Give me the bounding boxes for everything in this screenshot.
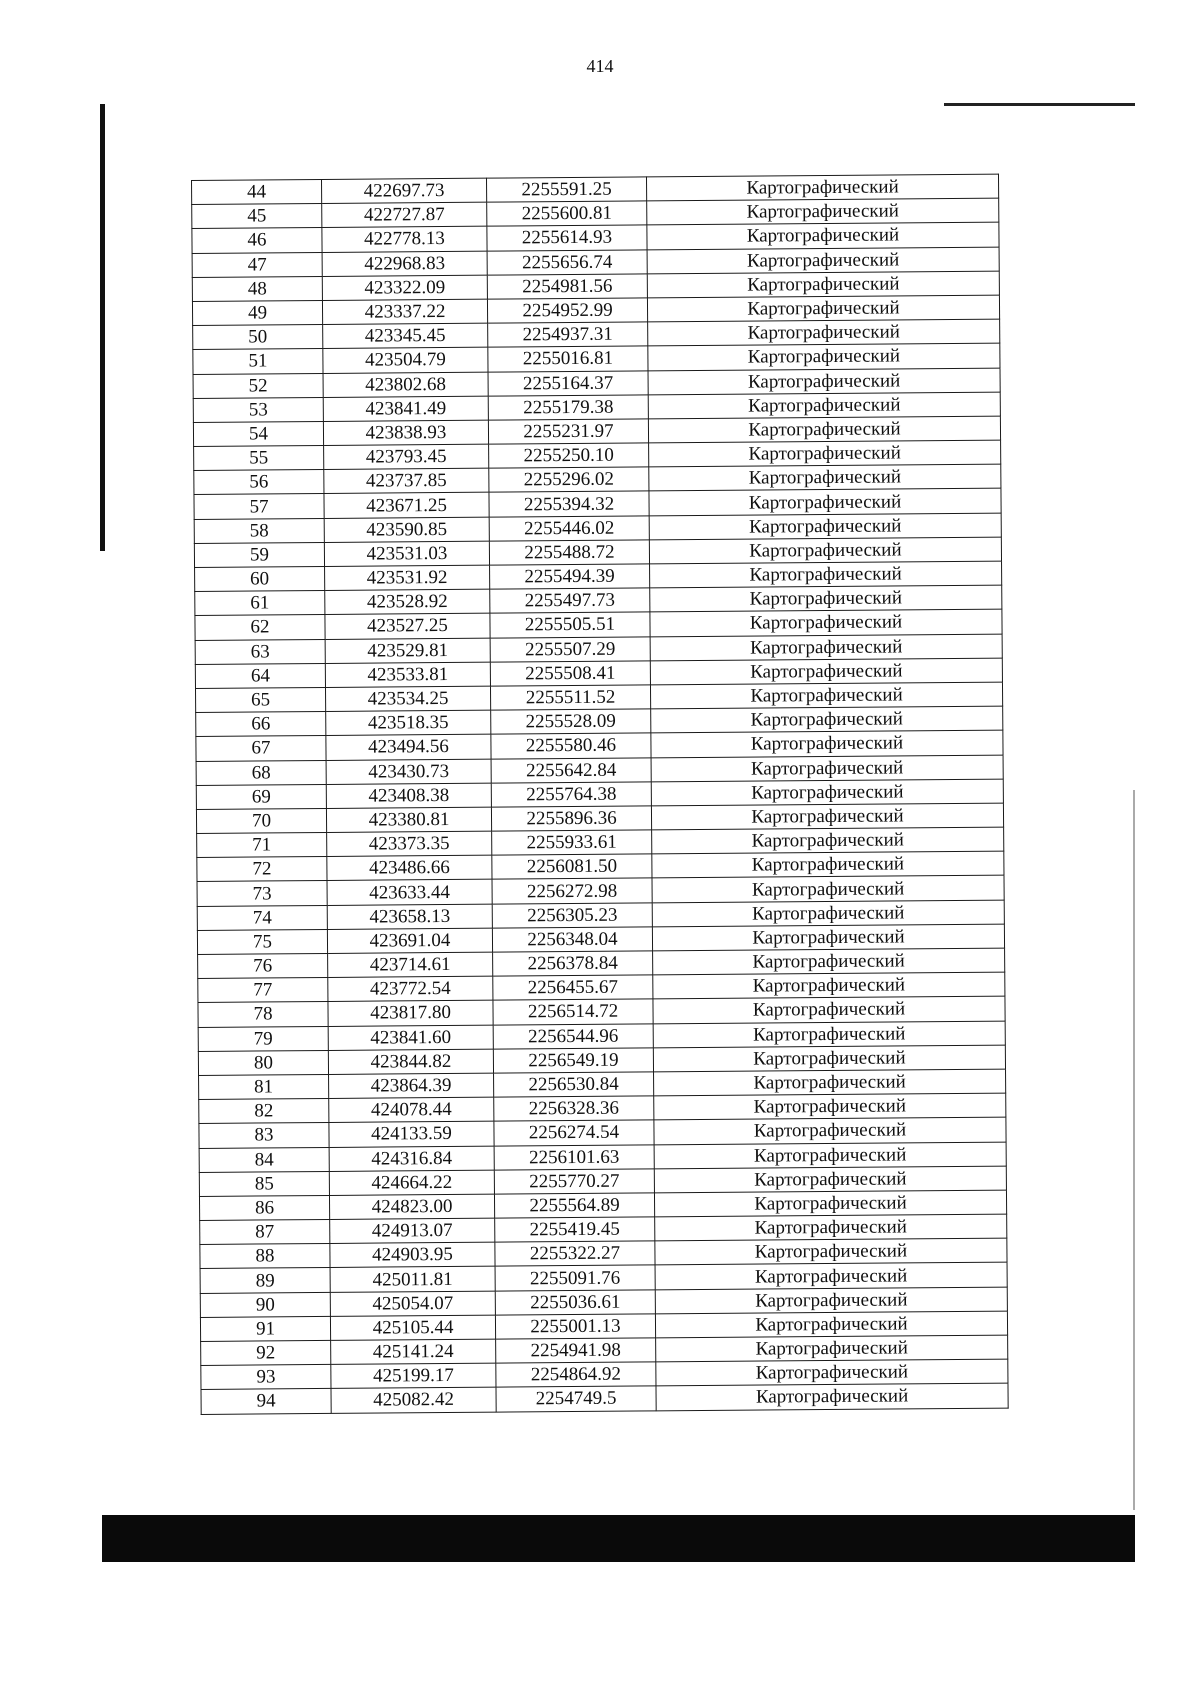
y-coordinate-cell: 2256514.72: [493, 999, 653, 1024]
method-cell: Картографический: [656, 1383, 1008, 1410]
y-coordinate-cell: 2256328.36: [494, 1096, 654, 1121]
x-coordinate-cell: 423531.92: [325, 565, 490, 590]
method-cell: Картографический: [653, 1045, 1005, 1072]
point-number-cell: 89: [200, 1268, 330, 1293]
x-coordinate-cell: 425141.24: [331, 1339, 496, 1364]
point-number-cell: 65: [195, 687, 325, 712]
method-cell: Картографический: [655, 1214, 1007, 1241]
method-cell: Картографический: [652, 851, 1004, 878]
point-number-cell: 71: [197, 833, 327, 858]
y-coordinate-cell: 2254952.99: [487, 298, 647, 323]
point-number-cell: 62: [195, 615, 325, 640]
method-cell: Картографический: [653, 997, 1005, 1024]
point-number-cell: 86: [199, 1195, 329, 1220]
y-coordinate-cell: 2255394.32: [489, 491, 649, 516]
point-number-cell: 44: [192, 179, 322, 204]
point-number-cell: 54: [193, 421, 323, 446]
x-coordinate-cell: 424316.84: [329, 1146, 494, 1171]
point-number-cell: 59: [194, 542, 324, 567]
point-number-cell: 88: [200, 1244, 330, 1269]
method-cell: Картографический: [655, 1311, 1007, 1338]
method-cell: Картографический: [651, 755, 1003, 782]
point-number-cell: 55: [194, 446, 324, 471]
y-coordinate-cell: 2255322.27: [495, 1241, 655, 1266]
x-coordinate-cell: 422778.13: [322, 227, 487, 252]
y-coordinate-cell: 2256549.19: [493, 1048, 653, 1073]
y-coordinate-cell: 2256455.67: [493, 975, 653, 1000]
method-cell: Картографический: [654, 1142, 1006, 1169]
y-coordinate-cell: 2255528.09: [491, 709, 651, 734]
method-cell: Картографический: [654, 1190, 1006, 1217]
point-number-cell: 82: [199, 1099, 329, 1124]
method-cell: Картографический: [651, 706, 1003, 733]
x-coordinate-cell: 423408.38: [326, 783, 491, 808]
x-coordinate-cell: 425011.81: [330, 1267, 495, 1292]
y-coordinate-cell: 2255016.81: [488, 346, 648, 371]
y-coordinate-cell: 2255250.10: [489, 443, 649, 468]
point-number-cell: 93: [201, 1365, 331, 1390]
method-cell: Картографический: [653, 972, 1005, 999]
x-coordinate-cell: 423527.25: [325, 614, 490, 639]
x-coordinate-cell: 423793.45: [324, 444, 489, 469]
y-coordinate-cell: 2255580.46: [491, 733, 651, 758]
x-coordinate-cell: 425105.44: [330, 1315, 495, 1340]
x-coordinate-cell: 423494.56: [326, 734, 491, 759]
x-coordinate-cell: 424133.59: [329, 1121, 494, 1146]
page-number: 414: [586, 56, 614, 76]
method-cell: Картографический: [654, 1093, 1006, 1120]
point-number-cell: 66: [196, 712, 326, 737]
point-number-cell: 73: [197, 881, 327, 906]
method-cell: Картографический: [649, 513, 1001, 540]
point-number-cell: 47: [192, 252, 322, 277]
method-cell: Картографический: [652, 827, 1004, 854]
point-number-cell: 53: [193, 397, 323, 422]
y-coordinate-cell: 2255764.38: [491, 782, 651, 807]
point-number-cell: 75: [197, 929, 327, 954]
point-number-cell: 74: [197, 905, 327, 930]
y-coordinate-cell: 2255446.02: [489, 516, 649, 541]
point-number-cell: 84: [199, 1147, 329, 1172]
point-number-cell: 49: [192, 300, 322, 325]
method-cell: Картографический: [655, 1263, 1007, 1290]
y-coordinate-cell: 2255179.38: [488, 395, 648, 420]
scan-edge-top: [944, 103, 1135, 106]
x-coordinate-cell: 422968.83: [322, 251, 487, 276]
x-coordinate-cell: 423772.54: [328, 976, 493, 1001]
x-coordinate-cell: 423504.79: [323, 347, 488, 372]
x-coordinate-cell: 423714.61: [328, 952, 493, 977]
method-cell: Картографический: [651, 779, 1003, 806]
x-coordinate-cell: 423531.03: [324, 541, 489, 566]
y-coordinate-cell: 2255511.52: [490, 685, 650, 710]
point-number-cell: 52: [193, 373, 323, 398]
point-number-cell: 46: [192, 228, 322, 253]
method-cell: Картографический: [650, 610, 1002, 637]
method-cell: Картографический: [656, 1335, 1008, 1362]
method-cell: Картографический: [647, 198, 999, 225]
point-number-cell: 48: [192, 276, 322, 301]
point-number-cell: 83: [199, 1123, 329, 1148]
y-coordinate-cell: 2255896.36: [491, 806, 651, 831]
x-coordinate-cell: 423373.35: [327, 831, 492, 856]
point-number-cell: 60: [195, 566, 325, 591]
point-number-cell: 91: [200, 1316, 330, 1341]
point-number-cell: 80: [198, 1050, 328, 1075]
point-number-cell: 51: [193, 349, 323, 374]
point-number-cell: 63: [195, 639, 325, 664]
method-cell: Картографический: [655, 1238, 1007, 1265]
point-number-cell: 77: [198, 978, 328, 1003]
x-coordinate-cell: 423658.13: [327, 904, 492, 929]
point-number-cell: 81: [199, 1074, 329, 1099]
x-coordinate-cell: 424664.22: [329, 1170, 494, 1195]
y-coordinate-cell: 2255770.27: [494, 1169, 654, 1194]
y-coordinate-cell: 2255614.93: [487, 225, 647, 250]
x-coordinate-cell: 423864.39: [329, 1073, 494, 1098]
method-cell: Картографический: [648, 368, 1000, 395]
x-coordinate-cell: 423534.25: [325, 686, 490, 711]
point-number-cell: 58: [194, 518, 324, 543]
x-coordinate-cell: 423841.60: [328, 1025, 493, 1050]
point-number-cell: 72: [197, 857, 327, 882]
method-cell: Картографический: [649, 537, 1001, 564]
x-coordinate-cell: 423533.81: [325, 662, 490, 687]
x-coordinate-cell: 423841.49: [323, 396, 488, 421]
method-cell: Картографический: [646, 174, 998, 201]
point-number-cell: 56: [194, 470, 324, 495]
y-coordinate-cell: 2256305.23: [492, 903, 652, 928]
point-number-cell: 85: [199, 1171, 329, 1196]
x-coordinate-cell: 423633.44: [327, 880, 492, 905]
y-coordinate-cell: 2255564.89: [494, 1193, 654, 1218]
x-coordinate-cell: 423528.92: [325, 589, 490, 614]
y-coordinate-cell: 2255505.51: [490, 612, 650, 637]
point-number-cell: 67: [196, 736, 326, 761]
method-cell: Картографический: [654, 1166, 1006, 1193]
point-number-cell: 70: [196, 808, 326, 833]
x-coordinate-cell: 422727.87: [322, 202, 487, 227]
method-cell: Картографический: [647, 247, 999, 274]
y-coordinate-cell: 2256081.50: [492, 854, 652, 879]
x-coordinate-cell: 422697.73: [321, 178, 486, 203]
coordinates-table-body: [192, 174, 1009, 1414]
method-cell: Картографический: [653, 1021, 1005, 1048]
method-cell: Картографический: [650, 634, 1002, 661]
y-coordinate-cell: 2255591.25: [486, 177, 646, 202]
x-coordinate-cell: 425199.17: [331, 1363, 496, 1388]
point-number-cell: 68: [196, 760, 326, 785]
y-coordinate-cell: 2255231.97: [488, 419, 648, 444]
method-cell: Картографический: [654, 1117, 1006, 1144]
x-coordinate-cell: 423518.35: [326, 710, 491, 735]
method-cell: Картографический: [650, 561, 1002, 588]
point-number-cell: 92: [201, 1340, 331, 1365]
y-coordinate-cell: 2255091.76: [495, 1265, 655, 1290]
y-coordinate-cell: 2256544.96: [493, 1023, 653, 1048]
x-coordinate-cell: 424078.44: [329, 1097, 494, 1122]
method-cell: Картографический: [651, 730, 1003, 757]
y-coordinate-cell: 2255933.61: [492, 830, 652, 855]
y-coordinate-cell: 2254749.5: [496, 1386, 656, 1411]
method-cell: Картографический: [649, 440, 1001, 467]
method-cell: Картографический: [650, 682, 1002, 709]
y-coordinate-cell: 2256530.84: [494, 1072, 654, 1097]
method-cell: Картографический: [648, 416, 1000, 443]
point-number-cell: 64: [195, 663, 325, 688]
y-coordinate-cell: 2254941.98: [496, 1338, 656, 1363]
y-coordinate-cell: 2255036.61: [495, 1290, 655, 1315]
method-cell: Картографический: [656, 1359, 1008, 1386]
x-coordinate-cell: 423380.81: [326, 807, 491, 832]
point-number-cell: 45: [192, 204, 322, 229]
x-coordinate-cell: 423844.82: [328, 1049, 493, 1074]
method-cell: Картографический: [652, 900, 1004, 927]
point-number-cell: 90: [200, 1292, 330, 1317]
method-cell: Картографический: [652, 924, 1004, 951]
x-coordinate-cell: 423838.93: [323, 420, 488, 445]
x-coordinate-cell: 425054.07: [330, 1291, 495, 1316]
method-cell: Картографический: [652, 876, 1004, 903]
y-coordinate-cell: 2255164.37: [488, 370, 648, 395]
point-number-cell: 94: [201, 1389, 331, 1414]
method-cell: Картографический: [648, 319, 1000, 346]
x-coordinate-cell: 423737.85: [324, 468, 489, 493]
y-coordinate-cell: 2254864.92: [496, 1362, 656, 1387]
point-number-cell: 87: [200, 1220, 330, 1245]
method-cell: Картографический: [654, 1069, 1006, 1096]
method-cell: Картографический: [647, 271, 999, 298]
scan-edge-left: [100, 104, 105, 551]
y-coordinate-cell: 2255494.39: [490, 564, 650, 589]
y-coordinate-cell: 2256272.98: [492, 878, 652, 903]
coordinates-table-container: [191, 174, 1008, 1415]
scan-edge-bottom: [102, 1515, 1135, 1562]
y-coordinate-cell: 2255488.72: [489, 540, 649, 565]
y-coordinate-cell: 2255508.41: [490, 661, 650, 686]
x-coordinate-cell: 423345.45: [323, 323, 488, 348]
y-coordinate-cell: 2256378.84: [493, 951, 653, 976]
point-number-cell: 79: [198, 1026, 328, 1051]
y-coordinate-cell: 2256348.04: [492, 927, 652, 952]
x-coordinate-cell: 423691.04: [327, 928, 492, 953]
point-number-cell: 57: [194, 494, 324, 519]
scan-edge-right: [1133, 790, 1135, 1510]
method-cell: Картографический: [647, 295, 999, 322]
x-coordinate-cell: 424823.00: [329, 1194, 494, 1219]
x-coordinate-cell: 423529.81: [325, 638, 490, 663]
point-number-cell: 61: [195, 591, 325, 616]
method-cell: Картографический: [647, 223, 999, 250]
y-coordinate-cell: 2255419.45: [495, 1217, 655, 1242]
point-number-cell: 78: [198, 1002, 328, 1027]
x-coordinate-cell: 423337.22: [322, 299, 487, 324]
x-coordinate-cell: 423817.80: [328, 1001, 493, 1026]
x-coordinate-cell: 423590.85: [324, 517, 489, 542]
y-coordinate-cell: 2255600.81: [487, 201, 647, 226]
x-coordinate-cell: 424913.07: [330, 1218, 495, 1243]
point-number-cell: 69: [196, 784, 326, 809]
x-coordinate-cell: 423322.09: [322, 275, 487, 300]
x-coordinate-cell: 423802.68: [323, 372, 488, 397]
method-cell: Картографический: [649, 489, 1001, 516]
y-coordinate-cell: 2255642.84: [491, 757, 651, 782]
y-coordinate-cell: 2256101.63: [494, 1144, 654, 1169]
method-cell: Картографический: [650, 585, 1002, 612]
x-coordinate-cell: 423430.73: [326, 759, 491, 784]
method-cell: Картографический: [655, 1287, 1007, 1314]
y-coordinate-cell: 2255296.02: [489, 467, 649, 492]
method-cell: Картографический: [650, 658, 1002, 685]
x-coordinate-cell: 423671.25: [324, 493, 489, 518]
x-coordinate-cell: 423486.66: [327, 855, 492, 880]
method-cell: Картографический: [649, 464, 1001, 491]
y-coordinate-cell: 2254937.31: [488, 322, 648, 347]
x-coordinate-cell: 425082.42: [331, 1388, 496, 1413]
method-cell: Картографический: [653, 948, 1005, 975]
x-coordinate-cell: 424903.95: [330, 1242, 495, 1267]
point-number-cell: 76: [198, 953, 328, 978]
method-cell: Картографический: [648, 392, 1000, 419]
y-coordinate-cell: 2255497.73: [490, 588, 650, 613]
y-coordinate-cell: 2256274.54: [494, 1120, 654, 1145]
y-coordinate-cell: 2254981.56: [487, 274, 647, 299]
table-row: [201, 1383, 1008, 1414]
y-coordinate-cell: 2255507.29: [490, 636, 650, 661]
y-coordinate-cell: 2255001.13: [495, 1314, 655, 1339]
method-cell: Картографический: [651, 803, 1003, 830]
method-cell: Картографический: [648, 343, 1000, 370]
coordinates-table: [191, 174, 1009, 1415]
point-number-cell: 50: [193, 325, 323, 350]
y-coordinate-cell: 2255656.74: [487, 249, 647, 274]
